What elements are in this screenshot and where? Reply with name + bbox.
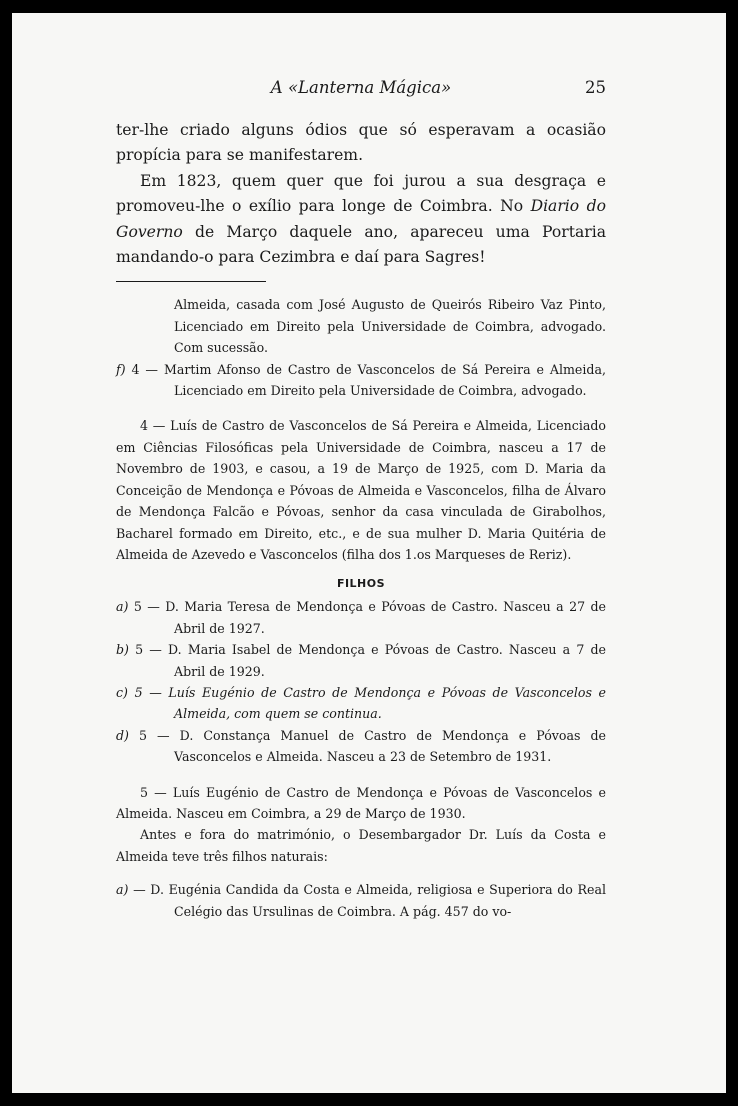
child-c-label: c): [116, 684, 128, 700]
natural-child-a-label: a): [116, 882, 129, 898]
child-d-label: d): [116, 727, 129, 743]
note-continuation: Almeida, casada com José Augusto de Queirós Ribeiro Vaz Pinto, Licenciado em Direito pela Universidade de Coimbra, advogado. Com sucessão.: [174, 297, 606, 356]
child-c-text: 5 — Luís Eugénio de Castro de Mendonça e Póvoas de Vasconcelos e Almeida, com quem se continua.: [127, 684, 606, 722]
page-content: [116, 78, 606, 922]
main-text: [116, 118, 606, 270]
child-a-label: a): [116, 599, 129, 615]
paragraph-2-end: de Março daquele ano, apareceu uma Portaria mandando-o para Cezimbra e daí para Sagres!: [116, 222, 606, 267]
footnotes: [116, 294, 606, 922]
antes-paragraph: Antes e fora do matrimónio, o Desembargador Dr. Luís da Costa e Almeida teve três filhos naturais:: [116, 827, 606, 864]
filhos-heading: FILHOS: [336, 577, 386, 591]
child-b-text: 5 — D. Maria Isabel de Mendonça e Póvoas de Castro. Nasceu a 7 de Abril de 1929.: [128, 642, 606, 679]
book-page: [12, 13, 726, 1093]
child-d: [116, 725, 606, 768]
luis-5-paragraph: 5 — Luís Eugénio de Castro de Mendonça e Póvoas de Vasconcelos e Almeida. Nasceu em Coimbra, a 29 de Março de 1930.: [116, 784, 606, 821]
note-f: [116, 359, 606, 402]
note-f-label: f): [116, 361, 126, 377]
paragraph-2: [116, 169, 606, 271]
footnote-rule: [116, 281, 266, 282]
child-a-text: 5 — D. Maria Teresa de Mendonça e Póvoas de Castro. Nasceu a 27 de Abril de 1927.: [128, 599, 606, 636]
diario-do-governo-title: Diario do Governo: [116, 197, 606, 241]
luis-4-paragraph: 4 — Luís de Castro de Vasconcelos de Sá Pereira e Almeida, Licenciado em Ciências Filosóficas pela Universidade de Coimbra, nasceu a 17 de Novembro de 1903, e casou, a 19 de Março de 1925, com D. Maria da Conceição de Mendonça e Póvoas de Almeida e Vasconcelos, filha de Álvaro de Mendonça Falcão e Póvoas, senhor da casa vinculada de Girabolhos, Bacharel formado em Direito, etc., e de sua mulher D. Maria Quitéria de Almeida de Azevedo e Vasconcelos (filha dos 1.os Marqueses de Reriz).: [116, 418, 606, 562]
child-b: [116, 639, 606, 682]
page-number: 25: [585, 78, 606, 97]
child-b-label: b): [116, 642, 129, 658]
note-f-text: 4 — Martim Afonso de Castro de Vasconcelos de Sá Pereira e Almeida, Licenciado em Direito pela Universidade de Coimbra, advogado.: [125, 361, 606, 399]
natural-child-a-text: — D. Eugénia Candida da Costa e Almeida, religiosa e Superiora do Real Celégio das Ursulinas de Coimbra. A pág. 457 do vo-: [128, 882, 606, 919]
paragraph-1: ter-lhe criado alguns ódios que só esperavam a ocasião propícia para se manifestarem.: [116, 121, 606, 165]
running-title: A «Lanterna Mágica»: [270, 78, 452, 97]
paragraph-2-start: Em 1823, quem quer que foi jurou a sua desgraça e promoveu-lhe o exílio para longe de Coimbra. No: [116, 171, 606, 216]
child-a: [116, 596, 606, 639]
running-head: [116, 78, 606, 104]
natural-child-a: [116, 879, 606, 922]
child-c: [116, 682, 606, 725]
child-d-text: 5 — D. Constança Manuel de Castro de Mendonça e Póvoas de Vasconcelos e Almeida. Nasceu a 23 de Setembro de 1931.: [128, 727, 606, 765]
